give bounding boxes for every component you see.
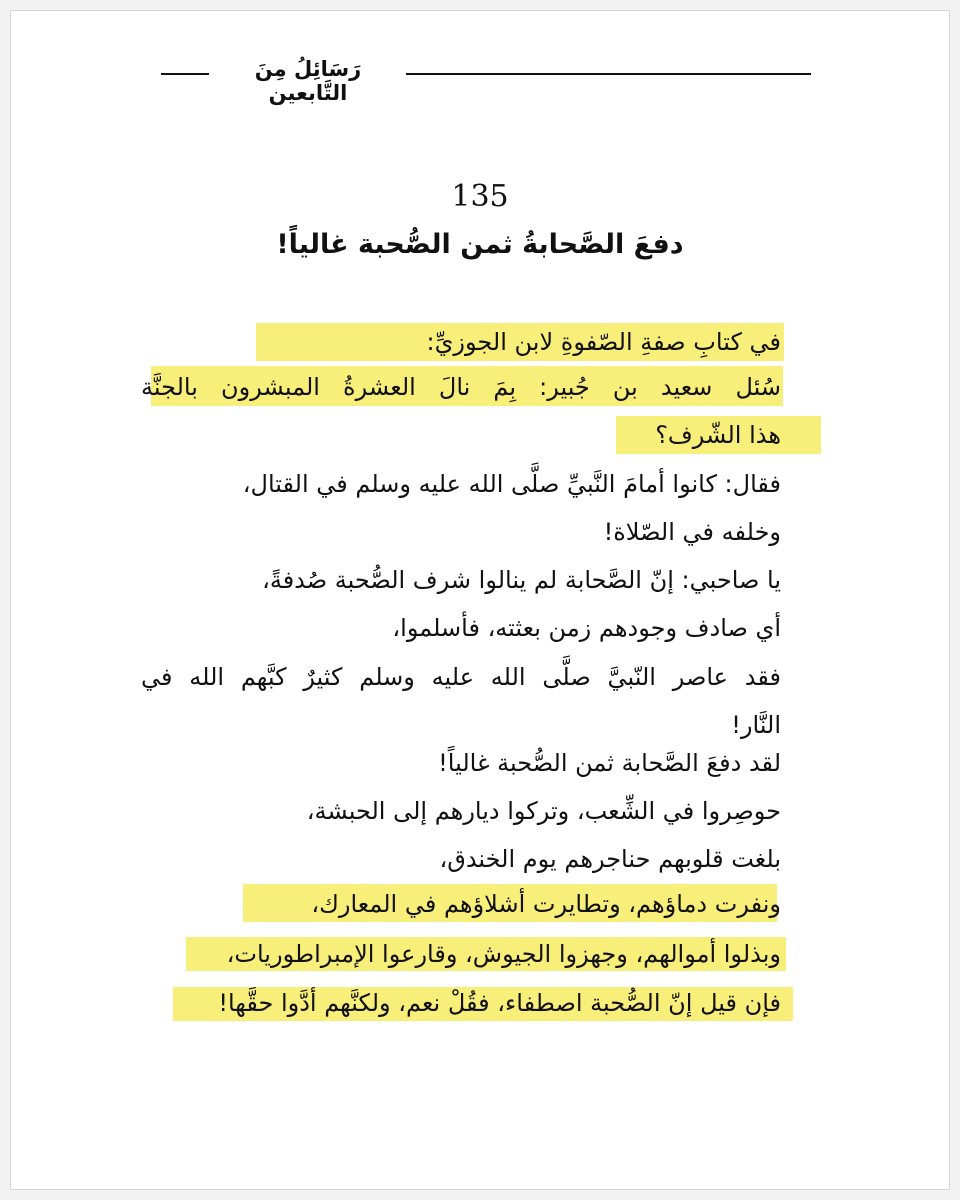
header-rule-right xyxy=(406,73,811,75)
body-line-7: أي صادف وجودهم زمن بعثته، فأسلموا، xyxy=(392,614,781,642)
header-rule-left xyxy=(161,73,209,75)
body-line-3: هذا الشّرف؟ xyxy=(655,421,781,449)
body-line-8: فقد عاصر النّبيَّ صلَّى الله عليه وسلم كثيرٌ كبَّهم الله في xyxy=(141,663,781,691)
body-line-12: بلغت قلوبهم حناجرهم يوم الخندق، xyxy=(439,845,781,873)
book-page xyxy=(10,10,950,1190)
running-head xyxy=(161,57,811,105)
body-line-5: وخلفه في الصّلاة! xyxy=(603,518,781,546)
body-line-1: في كتابِ صفةِ الصّفوةِ لابن الجوزيِّ: xyxy=(426,328,781,356)
page-number: 135 xyxy=(451,179,509,214)
body-line-14: وبذلوا أموالهم، وجهزوا الجيوش، وقارعوا الإمبراطوريات، xyxy=(226,940,781,968)
body-line-6: يا صاحبي: إنّ الصَّحابة لم ينالوا شرف الصُّحبة صُدفةً، xyxy=(262,566,781,594)
body-line-11: حوصِروا في الشِّعب، وتركوا ديارهم إلى الحبشة، xyxy=(306,797,781,825)
body-line-13: ونفرت دماؤهم، وتطايرت أشلاؤهم في المعارك، xyxy=(311,890,781,918)
body-line-2: سُئل سعيد بن جُبير: بِمَ نالَ العشرةُ المبشرون بالجنَّة xyxy=(141,373,781,401)
body-line-4: فقال: كانوا أمامَ النَّبيِّ صلَّى الله عليه وسلم في القتال، xyxy=(242,470,781,498)
body-line-9: النَّار! xyxy=(731,711,781,739)
chapter-title: دفعَ الصَّحابةُ ثمن الصُّحبة غالياً! xyxy=(276,229,684,260)
body-line-15: فإن قيل إنّ الصُّحبة اصطفاء، فقُلْ نعم، ولكنَّهم أدَّوا حقَّها! xyxy=(218,989,781,1017)
running-head-title: رَسَائِلُ مِنَ التَّابعين xyxy=(254,57,362,105)
body-line-10: لقد دفعَ الصَّحابة ثمن الصُّحبة غالياً! xyxy=(438,749,781,777)
